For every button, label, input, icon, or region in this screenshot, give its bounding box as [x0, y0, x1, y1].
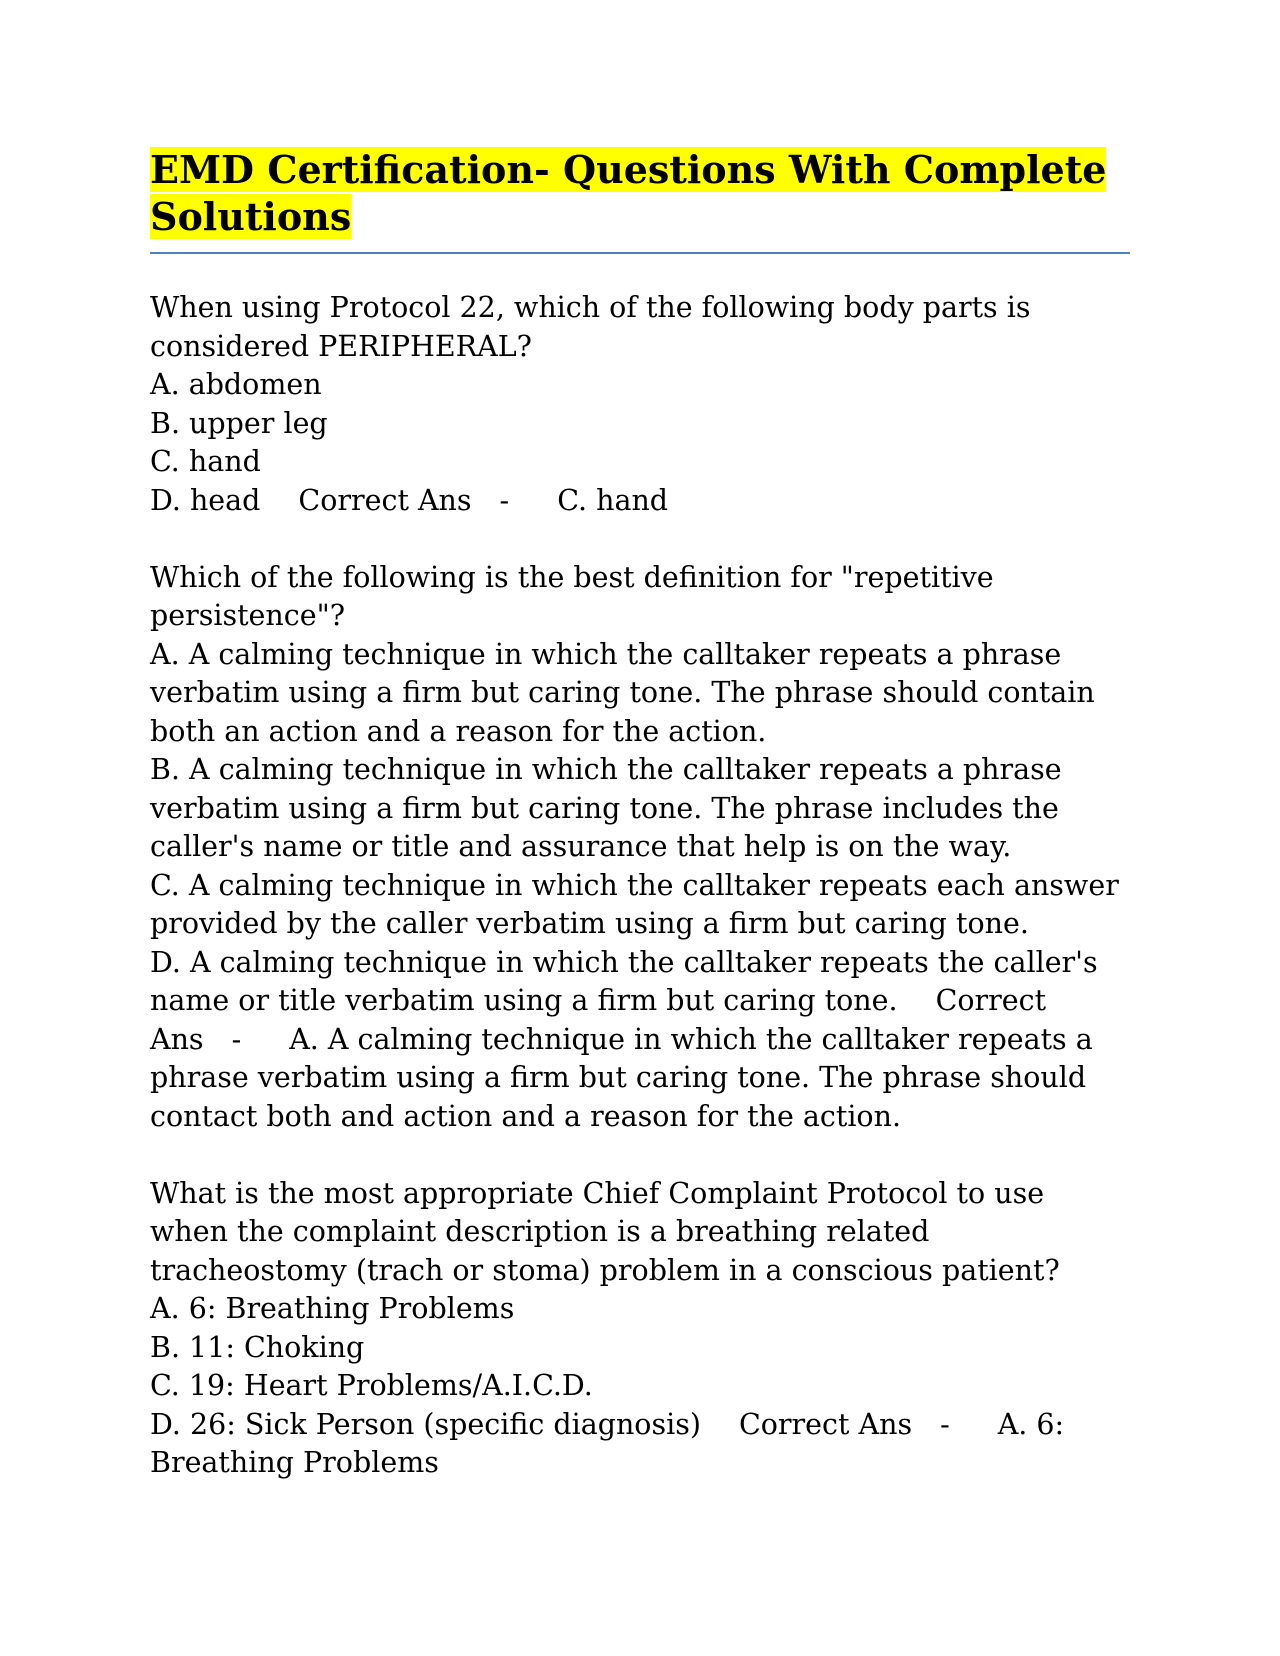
correct-answer-label: Correct Ans: [298, 483, 472, 517]
document-page: [150, 146, 1130, 1521]
question-block: [150, 289, 1130, 520]
answer-option: D. A calming technique in which the calltaker repeats the caller's name or title verbatim using a firm but caring tone.: [150, 945, 1098, 1017]
answer-option: C. 19: Heart Problems/A.I.C.D.: [150, 1369, 593, 1402]
title-highlight: EMD Certification- Questions With Complete Solutions: [150, 147, 1107, 239]
answer-option: C. A calming technique in which the calltaker repeats each answer provided by the caller verbatim using a firm but caring tone.: [150, 868, 1119, 940]
question-block: [150, 1175, 1130, 1483]
answer-option: D. 26: Sick Person (specific diagnosis): [150, 1407, 701, 1441]
final-option-line: [150, 944, 1130, 1137]
question-text: When using Protocol 22, which of the following body parts is considered PERIPHERAL?: [150, 291, 1031, 363]
answer-separator: -: [499, 483, 510, 517]
answer-option: A. 6: Breathing Problems: [150, 1292, 515, 1325]
question-block: [150, 559, 1130, 1137]
correct-answer-label: Correct Ans: [150, 984, 1047, 1056]
correct-answer-label: Correct Ans: [738, 1407, 913, 1441]
correct-answer: A. A calming technique in which the calltaker repeats a phrase verbatim using a firm but caring tone. The phrase should contact both and action and a reason for the action.: [150, 1022, 1093, 1133]
question-list: [150, 289, 1130, 1483]
answer-option: C. hand: [150, 445, 261, 478]
answer-option: B. A calming technique in which the calltaker repeats a phrase verbatim using a firm but caring tone. The phrase includes the caller's name or title and assurance that help is on the way.: [150, 753, 1062, 863]
question-text: Which of the following is the best definition for "repetitive persistence"?: [150, 560, 994, 632]
title-divider: [150, 252, 1130, 254]
answer-separator: -: [940, 1407, 950, 1441]
document-title: [150, 146, 1130, 240]
answer-separator: -: [231, 1022, 242, 1056]
answer-option: A. A calming technique in which the calltaker repeats a phrase verbatim using a firm but caring tone. The phrase should contain both an action and a reason for the action.: [150, 637, 1095, 748]
final-option-line: [150, 1406, 1130, 1483]
final-option-line: [150, 482, 1130, 521]
answer-option: A. abdomen: [150, 368, 322, 401]
correct-answer: C. hand: [557, 483, 669, 517]
answer-option: D. head: [150, 483, 261, 517]
answer-option: B. 11: Choking: [150, 1330, 365, 1364]
answer-option: B. upper leg: [150, 406, 328, 440]
question-text: What is the most appropriate Chief Complaint Protocol to use when the complaint description is a breathing related tracheostomy (trach or stoma) problem in a conscious patient?: [150, 1176, 1060, 1287]
correct-answer: A. 6: Breathing Problems: [150, 1407, 1065, 1479]
